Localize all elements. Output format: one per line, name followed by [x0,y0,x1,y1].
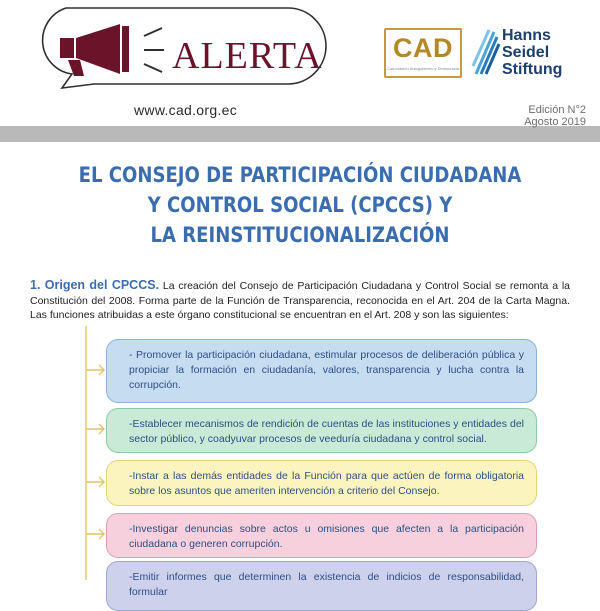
function-item: -Instar a las demás entidades de la Función para que actúen de forma obligatoria sobre los asuntos que ameriten intervención a criterio del Consejo. [106,460,537,506]
section-origin [30,278,570,323]
function-item: -Establecer mecanismos de rendición de cuentas de las instituciones y entidades del sector público, y coadyuvar procesos de veeduría ciudadana y control social. [106,408,537,453]
hanns-seidel-stiftung-logo-text [502,27,562,78]
section-body: La creación del Consejo de Participación Ciudadana y Control Social se remonta a la Constitución del 2008. Forma parte de la Función de Transparencia, reconocida en el Art. 204 de la Carta Magna. Las funciones atribuidas a este órgano constitucional se encuentran en el Art. 208 y son las siguientes: [30,280,570,322]
website-url[interactable]: www.cad.org.ec [134,102,238,118]
section-heading: 1. Origen del CPCCS. [30,278,160,292]
function-item: -Investigar denuncias sobre actos u omisiones que afecten a la participación ciudadana o generen corrupción. [106,513,537,558]
edition-info [496,104,586,128]
function-item: -Emitir informes que determinen la existencia de indicios de responsabilidad, formular [106,561,537,611]
banner-title: ALERTA [172,35,323,77]
cad-logo-subtext: Corporación Autogobierno y Democracia [386,66,460,71]
sponsor-line: Seidel [502,44,550,61]
sound-waves-icon [140,24,168,76]
title-line: LA REINSTITUCIONALIZACIÓN [150,223,450,247]
edition-date: Agosto 2019 [524,116,586,128]
sponsor-line: Hanns [502,27,551,44]
function-item: - Promover la participación ciudadana, estimular procesos de deliberación pública y propiciar la formación en ciudadanía, valores, transparencia y lucha contra la corrupción. [106,339,537,403]
megaphone-icon [58,22,138,78]
title-line: EL CONSEJO DE PARTICIPACIÓN CIUDADANA [78,163,522,187]
header [0,0,600,140]
cad-logo-text: CAD [393,33,453,63]
edition-number: Edición N°2 [528,104,586,116]
title-line: Y CONTROL SOCIAL (CPCCS) Y [147,193,453,217]
page-title [42,160,558,250]
sponsor-line: Stiftung [502,61,563,78]
cad-logo [384,28,462,78]
header-divider-band [0,126,600,142]
hanns-seidel-stripes-icon [472,28,500,78]
